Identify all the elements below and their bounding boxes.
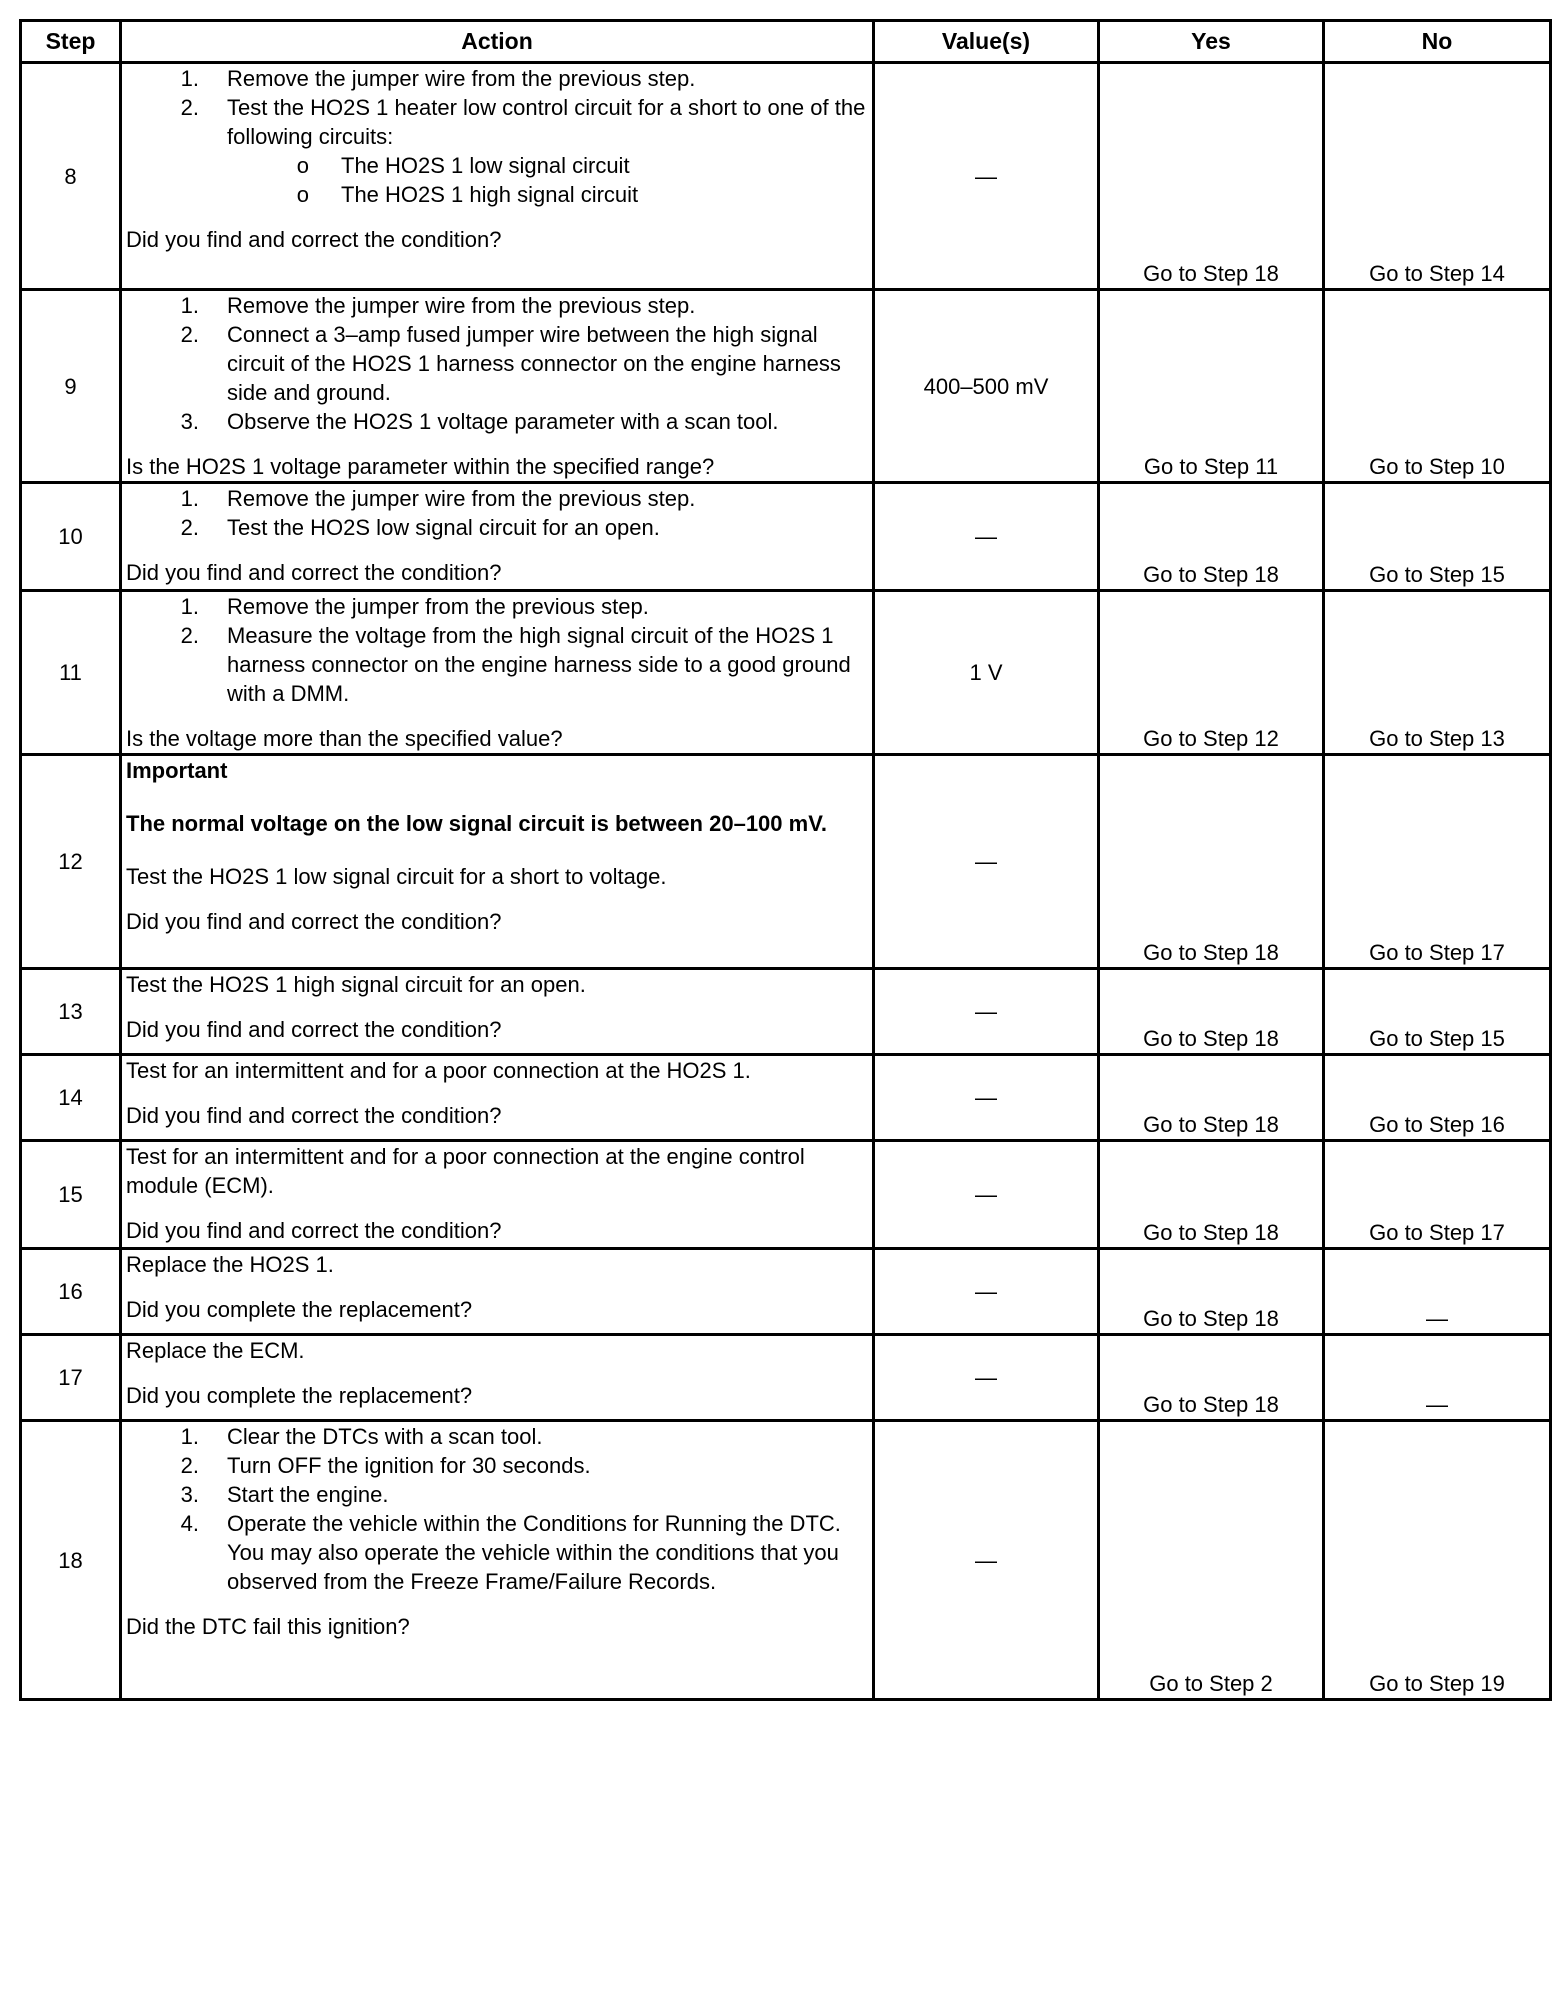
table-row bbox=[21, 1421, 1551, 1700]
value-cell: — bbox=[874, 1055, 1099, 1141]
no-cell: Go to Step 15 bbox=[1324, 969, 1551, 1055]
step-number: 11 bbox=[21, 591, 121, 755]
question-text: Is the HO2S 1 voltage parameter within the specified range? bbox=[126, 454, 715, 479]
step-number: 10 bbox=[21, 483, 121, 591]
value-cell: — bbox=[874, 1421, 1099, 1700]
action-text: Test the HO2S 1 high signal circuit for an open. bbox=[126, 972, 586, 997]
action-cell bbox=[121, 1141, 874, 1249]
action-text: Test for an intermittent and for a poor connection at the engine control module (ECM). bbox=[126, 1144, 805, 1198]
no-cell: Go to Step 13 bbox=[1324, 591, 1551, 755]
value-cell: 400–500 mV bbox=[874, 290, 1099, 483]
step-number: 15 bbox=[21, 1141, 121, 1249]
list-item: 2. Test the HO2S 1 heater low control circuit for a short to one of the following circuits: bbox=[180, 95, 866, 149]
list-item: 2. Connect a 3–amp fused jumper wire between the high signal circuit of the HO2S 1 harness connector on the engine harness side and ground. bbox=[180, 322, 841, 405]
value-cell: — bbox=[874, 483, 1099, 591]
yes-cell: Go to Step 18 bbox=[1099, 483, 1324, 591]
important-text: The normal voltage on the low signal circuit is between 20–100 mV. bbox=[126, 811, 827, 836]
action-text: Replace the HO2S 1. bbox=[126, 1252, 334, 1277]
step-number: 18 bbox=[21, 1421, 121, 1700]
no-cell: — bbox=[1324, 1335, 1551, 1421]
sub-list-item: o The HO2S 1 low signal circuit bbox=[296, 153, 630, 178]
header-values: Value(s) bbox=[874, 21, 1099, 63]
list-item: 1. Remove the jumper wire from the previous step. bbox=[180, 486, 696, 511]
table-row bbox=[21, 591, 1551, 755]
table-row bbox=[21, 290, 1551, 483]
list-item: 3. Start the engine. bbox=[180, 1482, 389, 1507]
question-text: Did you find and correct the condition? bbox=[126, 560, 502, 585]
value-cell: — bbox=[874, 969, 1099, 1055]
step-number: 14 bbox=[21, 1055, 121, 1141]
yes-cell: Go to Step 18 bbox=[1099, 1141, 1324, 1249]
value-cell: — bbox=[874, 755, 1099, 969]
yes-cell: Go to Step 18 bbox=[1099, 1335, 1324, 1421]
list-item: 1. Clear the DTCs with a scan tool. bbox=[180, 1424, 543, 1449]
list-item: 3. Observe the HO2S 1 voltage parameter with a scan tool. bbox=[180, 409, 779, 434]
value-cell: — bbox=[874, 1249, 1099, 1335]
step-number: 16 bbox=[21, 1249, 121, 1335]
action-cell bbox=[121, 63, 874, 290]
yes-cell: Go to Step 2 bbox=[1099, 1421, 1324, 1700]
no-cell: — bbox=[1324, 1249, 1551, 1335]
question-text: Did you complete the replacement? bbox=[126, 1383, 473, 1408]
value-cell: 1 V bbox=[874, 591, 1099, 755]
step-number: 9 bbox=[21, 290, 121, 483]
no-cell: Go to Step 14 bbox=[1324, 63, 1551, 290]
action-text: Replace the ECM. bbox=[126, 1338, 305, 1363]
question-text: Did you complete the replacement? bbox=[126, 1297, 473, 1322]
list-item: 1. Remove the jumper wire from the previous step. bbox=[180, 293, 696, 318]
list-item: 1. Remove the jumper from the previous step. bbox=[180, 594, 649, 619]
table-row bbox=[21, 1335, 1551, 1421]
list-item: 1. Remove the jumper wire from the previous step. bbox=[180, 66, 696, 91]
action-text: Test for an intermittent and for a poor connection at the HO2S 1. bbox=[126, 1058, 751, 1083]
table-row bbox=[21, 483, 1551, 591]
yes-cell: Go to Step 18 bbox=[1099, 755, 1324, 969]
table-row bbox=[21, 755, 1551, 969]
action-cell bbox=[121, 1421, 874, 1700]
step-number: 17 bbox=[21, 1335, 121, 1421]
yes-cell: Go to Step 12 bbox=[1099, 591, 1324, 755]
no-cell: Go to Step 16 bbox=[1324, 1055, 1551, 1141]
table-row bbox=[21, 1055, 1551, 1141]
yes-cell: Go to Step 18 bbox=[1099, 1249, 1324, 1335]
action-text: Test the HO2S 1 low signal circuit for a short to voltage. bbox=[126, 864, 667, 889]
table-row bbox=[21, 63, 1551, 290]
action-cell bbox=[121, 755, 874, 969]
no-cell: Go to Step 10 bbox=[1324, 290, 1551, 483]
action-cell bbox=[121, 290, 874, 483]
no-cell: Go to Step 17 bbox=[1324, 1141, 1551, 1249]
header-yes: Yes bbox=[1099, 21, 1324, 63]
action-cell bbox=[121, 1335, 874, 1421]
value-cell: — bbox=[874, 1335, 1099, 1421]
table-row bbox=[21, 1249, 1551, 1335]
no-cell: Go to Step 17 bbox=[1324, 755, 1551, 969]
yes-cell: Go to Step 18 bbox=[1099, 1055, 1324, 1141]
question-text: Did the DTC fail this ignition? bbox=[126, 1614, 410, 1639]
list-item: 4. Operate the vehicle within the Conditions for Running the DTC. You may also operate the vehicle within the conditions that you observed from the Freeze Frame/Failure Records. bbox=[180, 1511, 841, 1594]
table-row bbox=[21, 1141, 1551, 1249]
action-cell bbox=[121, 591, 874, 755]
step-number: 13 bbox=[21, 969, 121, 1055]
question-text: Did you find and correct the condition? bbox=[126, 1017, 502, 1042]
question-text: Is the voltage more than the specified value? bbox=[126, 726, 563, 751]
table-row bbox=[21, 969, 1551, 1055]
list-item: 2. Turn OFF the ignition for 30 seconds. bbox=[180, 1453, 591, 1478]
diagnostic-table bbox=[19, 19, 1552, 1701]
important-label: Important bbox=[126, 758, 228, 783]
no-cell: Go to Step 15 bbox=[1324, 483, 1551, 591]
list-item: 2. Test the HO2S low signal circuit for an open. bbox=[180, 515, 660, 540]
question-text: Did you find and correct the condition? bbox=[126, 227, 502, 252]
question-text: Did you find and correct the condition? bbox=[126, 1103, 502, 1128]
action-cell bbox=[121, 969, 874, 1055]
step-number: 8 bbox=[21, 63, 121, 290]
action-cell bbox=[121, 483, 874, 591]
yes-cell: Go to Step 18 bbox=[1099, 63, 1324, 290]
list-item: 2. Measure the voltage from the high signal circuit of the HO2S 1 harness connector on the engine harness side to a good ground with a DMM. bbox=[180, 623, 851, 706]
sub-list-item: o The HO2S 1 high signal circuit bbox=[296, 182, 639, 207]
question-text: Did you find and correct the condition? bbox=[126, 909, 502, 934]
step-number: 12 bbox=[21, 755, 121, 969]
header-no: No bbox=[1324, 21, 1551, 63]
question-text: Did you find and correct the condition? bbox=[126, 1218, 502, 1243]
header-row bbox=[21, 21, 1551, 63]
yes-cell: Go to Step 11 bbox=[1099, 290, 1324, 483]
no-cell: Go to Step 19 bbox=[1324, 1421, 1551, 1700]
yes-cell: Go to Step 18 bbox=[1099, 969, 1324, 1055]
value-cell: — bbox=[874, 1141, 1099, 1249]
action-cell bbox=[121, 1055, 874, 1141]
action-cell bbox=[121, 1249, 874, 1335]
value-cell: — bbox=[874, 63, 1099, 290]
header-step: Step bbox=[21, 21, 121, 63]
header-action: Action bbox=[121, 21, 874, 63]
